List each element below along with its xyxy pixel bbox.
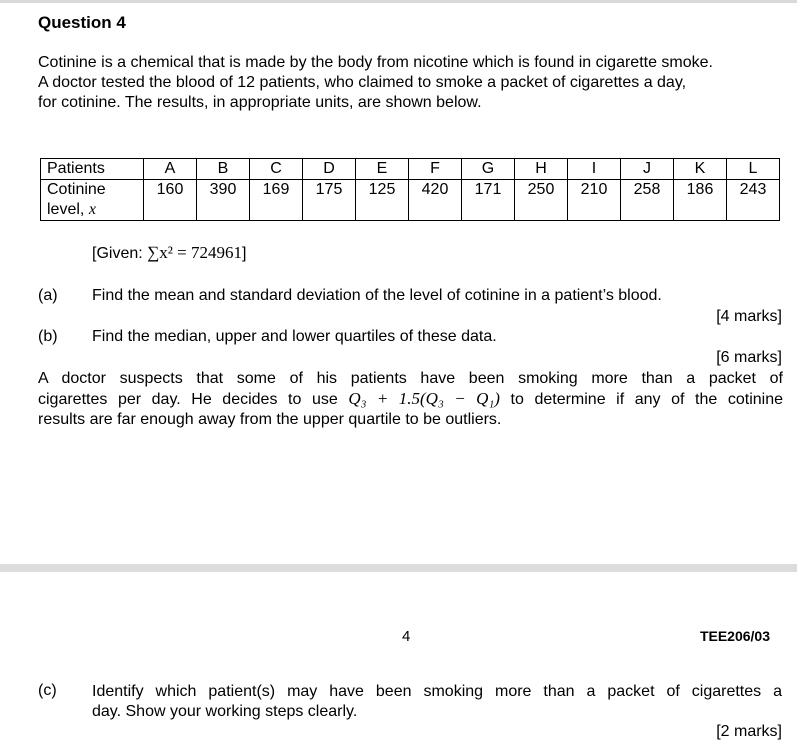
part-b-marks: [6 marks] [716,349,782,366]
cotinine-header-line2 [47,200,139,220]
course-code: TEE206/03 [699,628,770,644]
level-value: 186 [674,180,727,221]
given-prefix: [Given: [92,245,148,262]
cotinine-table [40,158,780,221]
intro-line: Cotinine is a chemical that is made by the body from nicotine which is found in cigarette smoke. [38,54,713,71]
part-b-text: Find the median, upper and lower quartiles of these data. [92,328,497,345]
outlier-text: to determine if any of the cotinine [499,391,784,408]
part-c-line: day. Show your working steps clearly. [92,703,358,720]
patient-label: F [409,159,462,180]
outlier-line: results are far enough away from the upper quartile to be outliers. [38,411,502,428]
patient-label: C [250,159,303,180]
cotinine-header [41,180,144,221]
intro-paragraph [38,53,783,113]
part-c-line: Identify which patient(s) may have been smoking more than a packet of cigarettes a [92,683,782,700]
level-value: 250 [515,180,568,221]
cotinine-row [41,180,780,221]
level-value: 243 [727,180,780,221]
part-a-marks: [4 marks] [716,308,782,325]
patient-label: H [515,159,568,180]
patient-label: K [674,159,727,180]
level-value: 125 [356,180,409,221]
outlier-line: A doctor suspects that some of his patients have been smoking more than a packet of [38,370,783,387]
level-value: 175 [303,180,356,221]
patient-label: B [197,159,250,180]
patient-label: G [462,159,515,180]
part-c-text [92,682,782,722]
page-break [0,564,797,572]
level-value: 171 [462,180,515,221]
outlier-text: cigarettes per day. He decides to use [38,391,349,408]
outlier-line [38,389,783,410]
cotinine-header-line1: Cotinine [47,181,106,198]
page-number: 4 [402,628,411,645]
part-c-marks: [2 marks] [716,723,782,740]
patient-label: A [144,159,197,180]
question-title: Question 4 [38,13,126,32]
variable-x: x [88,201,96,218]
level-value: 169 [250,180,303,221]
part-a-text: Find the mean and standard deviation of the level of cotinine in a patient’s blood. [92,287,662,304]
level-value: 160 [144,180,197,221]
level-word: level, [47,201,85,218]
level-value: 420 [409,180,462,221]
level-value: 210 [568,180,621,221]
given-suffix: ] [241,245,247,262]
level-value: 258 [621,180,674,221]
intro-line: A doctor tested the blood of 12 patients, who claimed to smoke a packet of cigarettes a day, [38,74,687,91]
intro-line: for cotinine. The results, in appropriate units, are shown below. [38,94,482,111]
patient-label: L [727,159,780,180]
part-b-label: (b) [38,328,58,345]
patients-header: Patients [41,159,144,180]
top-divider [0,0,797,3]
part-c-label: (c) [38,682,57,699]
patient-label: E [356,159,409,180]
given-formula: ∑x² = 724961 [147,243,242,262]
patient-label: D [303,159,356,180]
outlier-formula: Q₃ + 1.5(Q₃ − Q₁) [348,389,500,408]
patients-row [41,159,780,180]
patient-label: J [621,159,674,180]
level-value: 390 [197,180,250,221]
given-statement [92,243,246,263]
outlier-paragraph [38,369,783,430]
part-a-label: (a) [38,287,58,304]
patient-label: I [568,159,621,180]
